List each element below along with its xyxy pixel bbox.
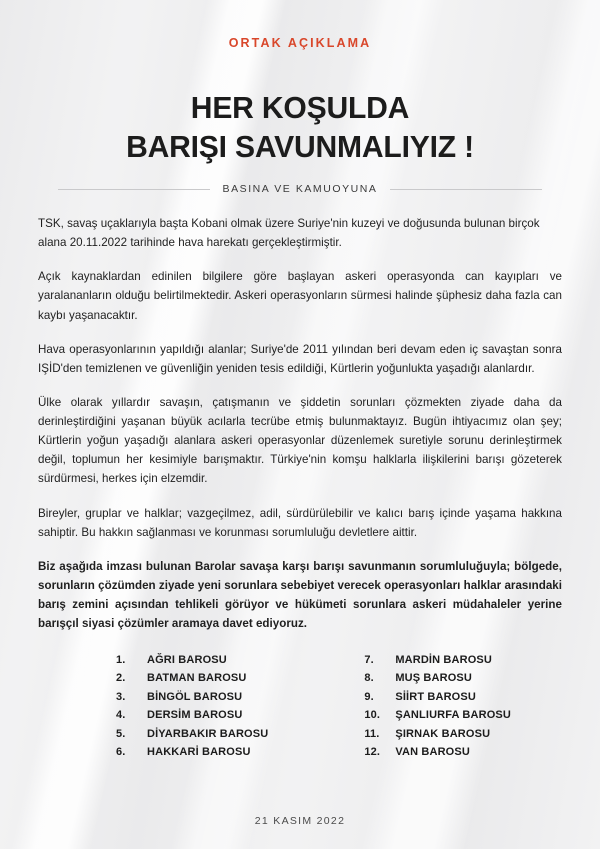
paragraph-3: Hava operasyonlarının yapıldığı alanlar; Suriye'de 2011 yılından beri devam eden iç savaştan sonra IŞİD'den temizlenen ve güvenliğin yeniden tesis edildiği, Kürtlerin yoğunlukta yaşadığı alanlardır.	[38, 342, 562, 375]
page-title	[9, 88, 591, 167]
signatory-list	[116, 655, 516, 765]
list-item	[116, 710, 268, 721]
list-item-label: ŞANLIURFA BAROSU	[395, 709, 511, 722]
kicker-label: ORTAK AÇIKLAMA	[228, 36, 372, 50]
list-item	[364, 747, 511, 758]
signatory-column-right	[364, 655, 511, 765]
list-item-label: BATMAN BAROSU	[147, 672, 247, 685]
subtitle-divider	[58, 183, 542, 195]
list-item-label: ŞIRNAK BAROSU	[395, 727, 491, 740]
paragraph-2: Açık kaynaklardan edinilen bilgilere göre başlayan askeri operasyonda can kayıpları ve yaralananların olduğu belirtilmektedir. Askeri operasyonların sürmesi halinde şüphesiz daha fazla can kaybı yaşanacaktır.	[38, 270, 562, 322]
list-item-number: 11.	[364, 727, 380, 740]
list-item	[364, 710, 511, 721]
divider-rule-right	[390, 189, 542, 190]
list-item-number: 8.	[364, 672, 374, 685]
list-item-label: BİNGÖL BAROSU	[147, 690, 243, 703]
list-item-label: MUŞ BAROSU	[395, 672, 472, 685]
list-item-number: 2.	[116, 672, 126, 685]
list-item-number: 6.	[116, 745, 126, 758]
subtitle-label: BASINA VE KAMUOYUNA	[222, 183, 378, 195]
list-item	[116, 692, 268, 703]
list-item	[364, 655, 511, 666]
list-item-label: DERSİM BAROSU	[147, 709, 243, 722]
list-item	[116, 747, 268, 758]
paragraph-6-emphasis: Biz aşağıda imzası bulunan Barolar savaşa karşı barışı savunmanın sorumluluğuyla; bölgede, sorunların çözümden ziyade yeni sorunlara sebebiyet verecek operasyonları halklar arasındaki barış zemini açısından tehlikeli görüyor ve hükümeti sorunlara askeri müdahaleler yerine barışçıl siyasi çözümler aramaya davet ediyoruz.	[38, 559, 562, 631]
paragraph-4: Ülke olarak yıllardır savaşın, çatışmanın ve şiddetin sorunları çözmekten ziyade daha da derinleştirdiğini yaşanan büyük acılarla tecrübe etmiş bulunmaktayız. Bugün ihtiyacımız olan şey; Kürtlerin yoğun yaşadığı alanlara askeri operasyonlar düzenlemek suretiyle sorunu derinleştirmek değil, toplumun her kesimiyle barışmaktır. Türkiye'nin komşu halklarla ilişkilerini barışı gözeterek sürdürmesi, herkes için elzemdir.	[38, 395, 562, 486]
footer-date: 21 KASIM 2022	[254, 815, 346, 827]
list-item-number: 12.	[364, 745, 381, 758]
divider-rule-left	[58, 189, 210, 190]
list-item-number: 5.	[116, 727, 126, 740]
list-item	[116, 655, 268, 666]
list-item-label: DİYARBAKIR BAROSU	[147, 727, 269, 740]
list-item	[364, 692, 511, 703]
paragraph-5: Bireyler, gruplar ve halklar; vazgeçilmez, adil, sürdürülebilir ve kalıcı barış içinde yaşama hakkına sahiptir. Bu hakkın sağlanması ve korunması sorumluluğu devletlere aittir.	[38, 506, 562, 539]
list-item	[116, 729, 268, 740]
list-item-number: 7.	[364, 654, 374, 666]
paragraph-1: TSK, savaş uçaklarıyla başta Kobani olmak üzere Suriye'nin kuzeyi ve doğusunda bulunan birçok alana 20.11.2022 tarihinde hava harekatı gerçekleştirmiştir.	[38, 217, 540, 250]
list-item-label: VAN BAROSU	[395, 745, 470, 758]
list-item-label: HAKKARİ BAROSU	[147, 745, 251, 758]
list-item	[364, 673, 511, 684]
list-item-number: 3.	[116, 690, 126, 703]
list-item-label: MARDİN BAROSU	[395, 654, 492, 666]
statement-body	[38, 214, 562, 648]
list-item-label: AĞRI BAROSU	[147, 654, 227, 666]
list-item	[364, 729, 511, 740]
list-item-label: SİİRT BAROSU	[395, 690, 476, 703]
list-item-number: 4.	[116, 709, 126, 722]
list-item-number: 9.	[364, 690, 374, 703]
signatory-column-left	[116, 655, 268, 765]
list-item-number: 1.	[116, 654, 126, 666]
headline-line-1: HER KOŞULDA	[190, 90, 410, 125]
list-item	[116, 673, 268, 684]
list-item-number: 10.	[364, 709, 381, 722]
headline-line-2: BARIŞI SAVUNMALIYIZ !	[126, 129, 474, 165]
